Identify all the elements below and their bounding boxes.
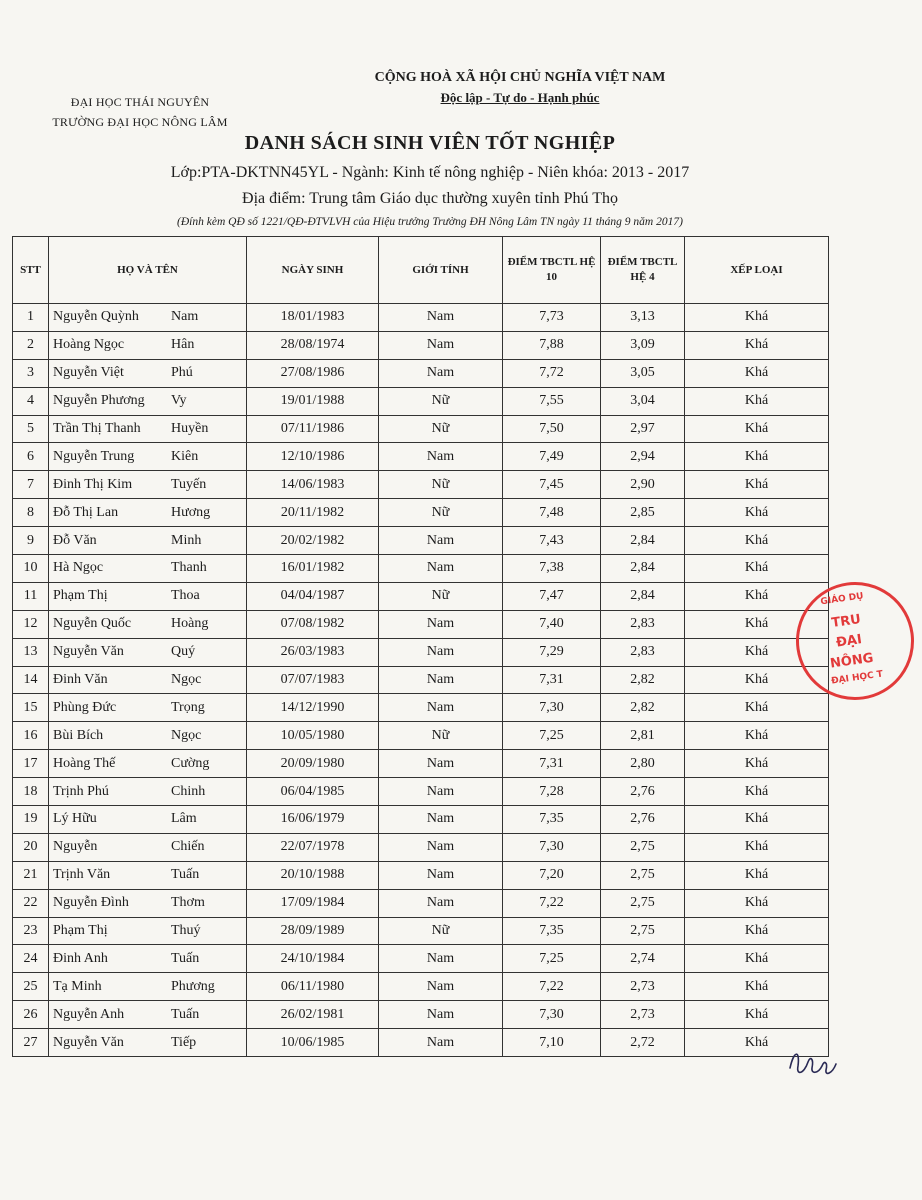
cell-gender: Nam: [379, 555, 503, 583]
cell-stt: 23: [13, 917, 49, 945]
stamp-text-bottom: ĐẠI HỌC T: [830, 669, 884, 687]
cell-rank: Khá: [685, 750, 829, 778]
surname-text: Hoàng Thế: [53, 755, 116, 771]
cell-gender: Nam: [379, 527, 503, 555]
table-row: [13, 750, 829, 778]
given-name-text: Cường: [171, 755, 210, 771]
cell-gpa10: 7,47: [503, 582, 601, 610]
given-name-text: Thoa: [171, 588, 200, 604]
table-row: [13, 359, 829, 387]
cell-stt: 20: [13, 833, 49, 861]
given-name-text: Kiên: [171, 448, 199, 464]
cell-gender: Nữ: [379, 471, 503, 499]
cell-gender: Nam: [379, 666, 503, 694]
cell-gpa4: 2,75: [601, 917, 685, 945]
cell-gender: Nam: [379, 1029, 503, 1057]
table-body: [13, 304, 829, 1057]
cell-gpa10: 7,20: [503, 861, 601, 889]
table-row: [13, 889, 829, 917]
stamp-line: NÔNG: [829, 650, 875, 672]
cell-name: [49, 861, 247, 889]
cell-rank: Khá: [685, 889, 829, 917]
stamp-line: ĐẠI: [835, 632, 863, 651]
cell-rank: Khá: [685, 666, 829, 694]
cell-rank: Khá: [685, 694, 829, 722]
cell-name: [49, 499, 247, 527]
table-row: [13, 331, 829, 359]
table-row: [13, 555, 829, 583]
cell-stt: 9: [13, 527, 49, 555]
given-name-text: Huyền: [171, 421, 209, 436]
cell-dob: 10/05/1980: [247, 722, 379, 750]
cell-stt: 5: [13, 415, 49, 443]
cell-gpa10: 7,43: [503, 527, 601, 555]
cell-gpa4: 2,76: [601, 806, 685, 834]
cell-rank: Khá: [685, 527, 829, 555]
cell-name: [49, 527, 247, 555]
cell-gpa4: 2,75: [601, 889, 685, 917]
surname-text: Nguyễn Văn: [53, 1034, 124, 1050]
table-row: [13, 666, 829, 694]
cell-dob: 20/02/1982: [247, 527, 379, 555]
header-dob: NGÀY SINH: [247, 237, 379, 304]
surname-text: Đinh Anh: [53, 950, 108, 966]
surname-text: Lý Hữu: [53, 811, 97, 827]
cell-stt: 10: [13, 555, 49, 583]
cell-stt: 11: [13, 582, 49, 610]
given-name-text: Ngọc: [171, 727, 202, 743]
given-name-text: Thanh: [171, 560, 207, 576]
cell-stt: 12: [13, 610, 49, 638]
cell-gpa10: 7,72: [503, 359, 601, 387]
given-name-text: Quý: [171, 644, 196, 660]
university-name: ĐẠI HỌC THÁI NGUYÊN: [70, 95, 210, 109]
cell-dob: 12/10/1986: [247, 443, 379, 471]
cell-gender: Nữ: [379, 582, 503, 610]
stamp-text-center: [805, 607, 893, 678]
surname-text: Bùi Bích: [53, 727, 104, 743]
given-name-text: Vy: [171, 393, 187, 409]
cell-stt: 19: [13, 806, 49, 834]
cell-rank: Khá: [685, 359, 829, 387]
surname-text: Phạm Thị: [53, 923, 108, 939]
table-row: [13, 1001, 829, 1029]
cell-dob: 27/08/1986: [247, 359, 379, 387]
cell-gpa4: 2,80: [601, 750, 685, 778]
table-row: [13, 861, 829, 889]
cell-gender: Nam: [379, 304, 503, 332]
cell-gender: Nam: [379, 1001, 503, 1029]
cell-dob: 14/12/1990: [247, 694, 379, 722]
cell-gender: Nam: [379, 833, 503, 861]
cell-rank: Khá: [685, 1029, 829, 1057]
cell-gpa4: 2,83: [601, 638, 685, 666]
cell-gpa4: 2,82: [601, 666, 685, 694]
cell-name: [49, 1029, 247, 1057]
cell-gpa10: 7,40: [503, 610, 601, 638]
cell-stt: 27: [13, 1029, 49, 1057]
cell-name: [49, 666, 247, 694]
nation-name: CỘNG HOÀ XÃ HỘI CHỦ NGHĨA VIỆT NAM: [374, 70, 666, 85]
cell-gpa4: 2,82: [601, 694, 685, 722]
cell-stt: 7: [13, 471, 49, 499]
cell-gender: Nữ: [379, 917, 503, 945]
cell-dob: 26/02/1981: [247, 1001, 379, 1029]
cell-gpa10: 7,55: [503, 387, 601, 415]
cell-name: [49, 1001, 247, 1029]
cell-dob: 07/07/1983: [247, 666, 379, 694]
cell-dob: 24/10/1984: [247, 945, 379, 973]
cell-rank: Khá: [685, 582, 829, 610]
cell-dob: 04/04/1987: [247, 582, 379, 610]
given-name-text: Tiếp: [171, 1034, 197, 1050]
cell-gpa4: 2,83: [601, 610, 685, 638]
cell-gpa10: 7,35: [503, 917, 601, 945]
cell-dob: 07/11/1986: [247, 415, 379, 443]
table-row: [13, 806, 829, 834]
cell-gender: Nam: [379, 610, 503, 638]
given-name-text: Thơm: [171, 895, 205, 911]
given-name-text: Tuấn: [171, 1006, 200, 1022]
cell-gpa4: 2,97: [601, 415, 685, 443]
cell-gender: Nam: [379, 443, 503, 471]
cell-rank: Khá: [685, 778, 829, 806]
cell-name: [49, 471, 247, 499]
cell-gpa4: 2,84: [601, 527, 685, 555]
cell-dob: 22/07/1978: [247, 833, 379, 861]
surname-text: Đỗ Văn: [53, 532, 97, 548]
cell-rank: Khá: [685, 861, 829, 889]
table-row: [13, 387, 829, 415]
cell-name: [49, 945, 247, 973]
cell-dob: 06/04/1985: [247, 778, 379, 806]
cell-name: [49, 359, 247, 387]
cell-gpa4: 2,74: [601, 945, 685, 973]
given-name-text: Phú: [171, 365, 193, 381]
cell-gpa4: 2,76: [601, 778, 685, 806]
cell-dob: 06/11/1980: [247, 973, 379, 1001]
cell-stt: 14: [13, 666, 49, 694]
table-row: [13, 527, 829, 555]
cell-gpa4: 2,84: [601, 555, 685, 583]
given-name-text: Phương: [171, 978, 215, 994]
cell-rank: Khá: [685, 638, 829, 666]
surname-text: Nguyễn Đình: [53, 895, 129, 911]
cell-rank: Khá: [685, 304, 829, 332]
given-name-text: Minh: [171, 532, 202, 548]
cell-gpa10: 7,30: [503, 694, 601, 722]
surname-text: Nguyễn Quốc: [53, 616, 132, 632]
surname-text: Trần Thị Thanh: [53, 421, 141, 436]
cell-gpa4: 2,73: [601, 1001, 685, 1029]
cell-rank: Khá: [685, 471, 829, 499]
cell-gender: Nam: [379, 331, 503, 359]
cell-gpa4: 3,13: [601, 304, 685, 332]
cell-stt: 18: [13, 778, 49, 806]
cell-name: [49, 638, 247, 666]
cell-name: [49, 443, 247, 471]
table-row: [13, 973, 829, 1001]
attachment-note: (Đính kèm QĐ số 1221/QĐ-ĐTVLVH của Hiệu trưởng Trường ĐH Nông Lâm TN ngày 11 tháng 9 năm 2017): [177, 216, 683, 228]
cell-stt: 15: [13, 694, 49, 722]
cell-stt: 16: [13, 722, 49, 750]
cell-gpa4: 2,72: [601, 1029, 685, 1057]
cell-name: [49, 582, 247, 610]
cell-name: [49, 304, 247, 332]
cell-dob: 28/09/1989: [247, 917, 379, 945]
cell-name: [49, 722, 247, 750]
cell-gender: Nam: [379, 638, 503, 666]
cell-gpa4: 2,85: [601, 499, 685, 527]
table-row: [13, 499, 829, 527]
stamp-text-top: GIÁO DỤ: [819, 591, 865, 608]
cell-rank: Khá: [685, 945, 829, 973]
header-gender: GIỚI TÍNH: [379, 237, 503, 304]
given-name-text: Chiến: [171, 839, 205, 855]
header-gpa4: ĐIỂM TBCTL HỆ 4: [601, 237, 685, 304]
cell-name: [49, 889, 247, 917]
cell-gpa10: 7,10: [503, 1029, 601, 1057]
institution-header: [20, 92, 260, 132]
cell-gpa10: 7,31: [503, 750, 601, 778]
cell-gpa4: 3,05: [601, 359, 685, 387]
cell-gpa10: 7,30: [503, 833, 601, 861]
cell-dob: 19/01/1988: [247, 387, 379, 415]
given-name-text: Hoàng: [171, 616, 209, 632]
table-row: [13, 778, 829, 806]
given-name-text: Trọng: [171, 699, 205, 715]
cell-gender: Nam: [379, 750, 503, 778]
cell-gpa4: 2,81: [601, 722, 685, 750]
cell-gender: Nữ: [379, 499, 503, 527]
cell-name: [49, 331, 247, 359]
cell-rank: Khá: [685, 387, 829, 415]
national-motto: Độc lập - Tự do - Hạnh phúc: [440, 90, 600, 105]
given-name-text: Ngọc: [171, 672, 202, 688]
given-name-text: Hương: [171, 504, 211, 520]
given-name-text: Nam: [171, 309, 199, 325]
header-rank: XẾP LOẠI: [685, 237, 829, 304]
cell-name: [49, 387, 247, 415]
given-name-text: Chinh: [171, 783, 206, 799]
cell-dob: 20/10/1988: [247, 861, 379, 889]
cell-dob: 17/09/1984: [247, 889, 379, 917]
cell-gender: Nam: [379, 861, 503, 889]
table-row: [13, 443, 829, 471]
cell-dob: 20/09/1980: [247, 750, 379, 778]
cell-gender: Nam: [379, 889, 503, 917]
given-name-text: Thuý: [171, 923, 201, 939]
cell-gpa10: 7,29: [503, 638, 601, 666]
surname-text: Trịnh Văn: [53, 867, 111, 883]
surname-text: Phạm Thị: [53, 588, 108, 604]
cell-dob: 18/01/1983: [247, 304, 379, 332]
cell-rank: Khá: [685, 833, 829, 861]
cell-stt: 4: [13, 387, 49, 415]
table-row: [13, 694, 829, 722]
table-row: [13, 471, 829, 499]
cell-gpa4: 2,84: [601, 582, 685, 610]
cell-name: [49, 555, 247, 583]
table-row: [13, 638, 829, 666]
surname-text: Tạ Minh: [53, 978, 102, 994]
cell-gpa10: 7,25: [503, 945, 601, 973]
given-name-text: Tuấn: [171, 867, 200, 883]
surname-text: Hoàng Ngọc: [53, 337, 125, 353]
document-title: DANH SÁCH SINH VIÊN TỐT NGHIỆP: [244, 132, 616, 154]
cell-gpa10: 7,22: [503, 889, 601, 917]
cell-name: [49, 610, 247, 638]
cell-gpa10: 7,73: [503, 304, 601, 332]
surname-text: Nguyễn Việt: [53, 365, 124, 381]
cell-rank: Khá: [685, 443, 829, 471]
cell-gpa4: 3,04: [601, 387, 685, 415]
surname-text: Đỗ Thị Lan: [53, 504, 119, 520]
class-info: Lớp:PTA-DKTNN45YL - Ngành: Kinh tế nông nghiệp - Niên khóa: 2013 - 2017: [170, 164, 690, 181]
given-name-text: Lâm: [171, 811, 197, 827]
surname-text: Nguyễn: [53, 839, 98, 855]
cell-gpa10: 7,28: [503, 778, 601, 806]
cell-gender: Nữ: [379, 722, 503, 750]
surname-text: Phùng Đức: [53, 699, 117, 715]
cell-stt: 13: [13, 638, 49, 666]
surname-text: Nguyễn Văn: [53, 644, 124, 660]
cell-name: [49, 778, 247, 806]
given-name-text: Tuyến: [171, 476, 207, 492]
table-row: [13, 945, 829, 973]
cell-stt: 6: [13, 443, 49, 471]
surname-text: Trịnh Phú: [53, 783, 109, 799]
cell-stt: 24: [13, 945, 49, 973]
cell-dob: 16/06/1979: [247, 806, 379, 834]
cell-gender: Nam: [379, 945, 503, 973]
cell-gpa10: 7,25: [503, 722, 601, 750]
cell-gpa10: 7,49: [503, 443, 601, 471]
cell-gpa10: 7,45: [503, 471, 601, 499]
cell-dob: 07/08/1982: [247, 610, 379, 638]
surname-text: Nguyễn Phương: [53, 393, 145, 409]
cell-gpa10: 7,31: [503, 666, 601, 694]
cell-stt: 22: [13, 889, 49, 917]
table-row: [13, 722, 829, 750]
cell-rank: Khá: [685, 1001, 829, 1029]
surname-text: Đinh Văn: [53, 672, 108, 688]
cell-gpa10: 7,35: [503, 806, 601, 834]
national-header: [350, 70, 690, 106]
cell-gpa4: 2,94: [601, 443, 685, 471]
cell-stt: 21: [13, 861, 49, 889]
cell-stt: 25: [13, 973, 49, 1001]
cell-stt: 17: [13, 750, 49, 778]
cell-rank: Khá: [685, 722, 829, 750]
given-name-text: Hân: [171, 337, 195, 353]
cell-gpa4: 2,73: [601, 973, 685, 1001]
cell-gender: Nam: [379, 359, 503, 387]
cell-gender: Nam: [379, 694, 503, 722]
cell-stt: 1: [13, 304, 49, 332]
surname-text: Hà Ngọc: [53, 560, 104, 576]
cell-rank: Khá: [685, 499, 829, 527]
cell-dob: 26/03/1983: [247, 638, 379, 666]
table-row: [13, 415, 829, 443]
cell-rank: Khá: [685, 555, 829, 583]
table-row: [13, 304, 829, 332]
header-gpa10: ĐIỂM TBCTL HỆ 10: [503, 237, 601, 304]
cell-name: [49, 806, 247, 834]
handwritten-signature: [786, 1044, 842, 1082]
given-name-text: Tuấn: [171, 950, 200, 966]
cell-stt: 26: [13, 1001, 49, 1029]
cell-gpa4: 3,09: [601, 331, 685, 359]
college-name: TRƯỜNG ĐẠI HỌC NÔNG LÂM: [52, 115, 228, 129]
cell-gpa4: 2,75: [601, 861, 685, 889]
cell-dob: 20/11/1982: [247, 499, 379, 527]
surname-text: Nguyễn Anh: [53, 1006, 125, 1022]
cell-name: [49, 917, 247, 945]
table-row: [13, 610, 829, 638]
surname-text: Đinh Thị Kim: [53, 476, 133, 492]
header-name: HỌ VÀ TÊN: [49, 237, 247, 304]
cell-gpa4: 2,90: [601, 471, 685, 499]
cell-gender: Nam: [379, 806, 503, 834]
cell-rank: Khá: [685, 415, 829, 443]
cell-dob: 10/06/1985: [247, 1029, 379, 1057]
table-header-row: [13, 237, 829, 304]
cell-name: [49, 694, 247, 722]
cell-gpa10: 7,22: [503, 973, 601, 1001]
cell-gpa10: 7,30: [503, 1001, 601, 1029]
table-row: [13, 833, 829, 861]
cell-name: [49, 833, 247, 861]
header-stt: STT: [13, 237, 49, 304]
cell-stt: 8: [13, 499, 49, 527]
location-info: Địa điểm: Trung tâm Giáo dục thường xuyên tỉnh Phú Thọ: [242, 190, 618, 207]
cell-name: [49, 973, 247, 1001]
cell-gpa10: 7,38: [503, 555, 601, 583]
table-row: [13, 1029, 829, 1057]
cell-gender: Nam: [379, 973, 503, 1001]
surname-text: Nguyễn Quỳnh: [53, 309, 139, 325]
cell-stt: 2: [13, 331, 49, 359]
cell-gender: Nữ: [379, 415, 503, 443]
cell-gpa10: 7,50: [503, 415, 601, 443]
cell-name: [49, 415, 247, 443]
cell-rank: Khá: [685, 973, 829, 1001]
cell-dob: 16/01/1982: [247, 555, 379, 583]
cell-gender: Nam: [379, 778, 503, 806]
stamp-line: TRU: [830, 612, 862, 632]
surname-text: Nguyễn Trung: [53, 448, 135, 464]
table-row: [13, 582, 829, 610]
cell-rank: Khá: [685, 806, 829, 834]
cell-stt: 3: [13, 359, 49, 387]
cell-dob: 28/08/1974: [247, 331, 379, 359]
cell-rank: Khá: [685, 917, 829, 945]
cell-rank: Khá: [685, 610, 829, 638]
cell-gpa10: 7,48: [503, 499, 601, 527]
cell-name: [49, 750, 247, 778]
cell-gpa10: 7,88: [503, 331, 601, 359]
cell-gender: Nữ: [379, 387, 503, 415]
cell-dob: 14/06/1983: [247, 471, 379, 499]
cell-gpa4: 2,75: [601, 833, 685, 861]
graduates-table: [12, 236, 829, 1057]
table-row: [13, 917, 829, 945]
cell-rank: Khá: [685, 331, 829, 359]
